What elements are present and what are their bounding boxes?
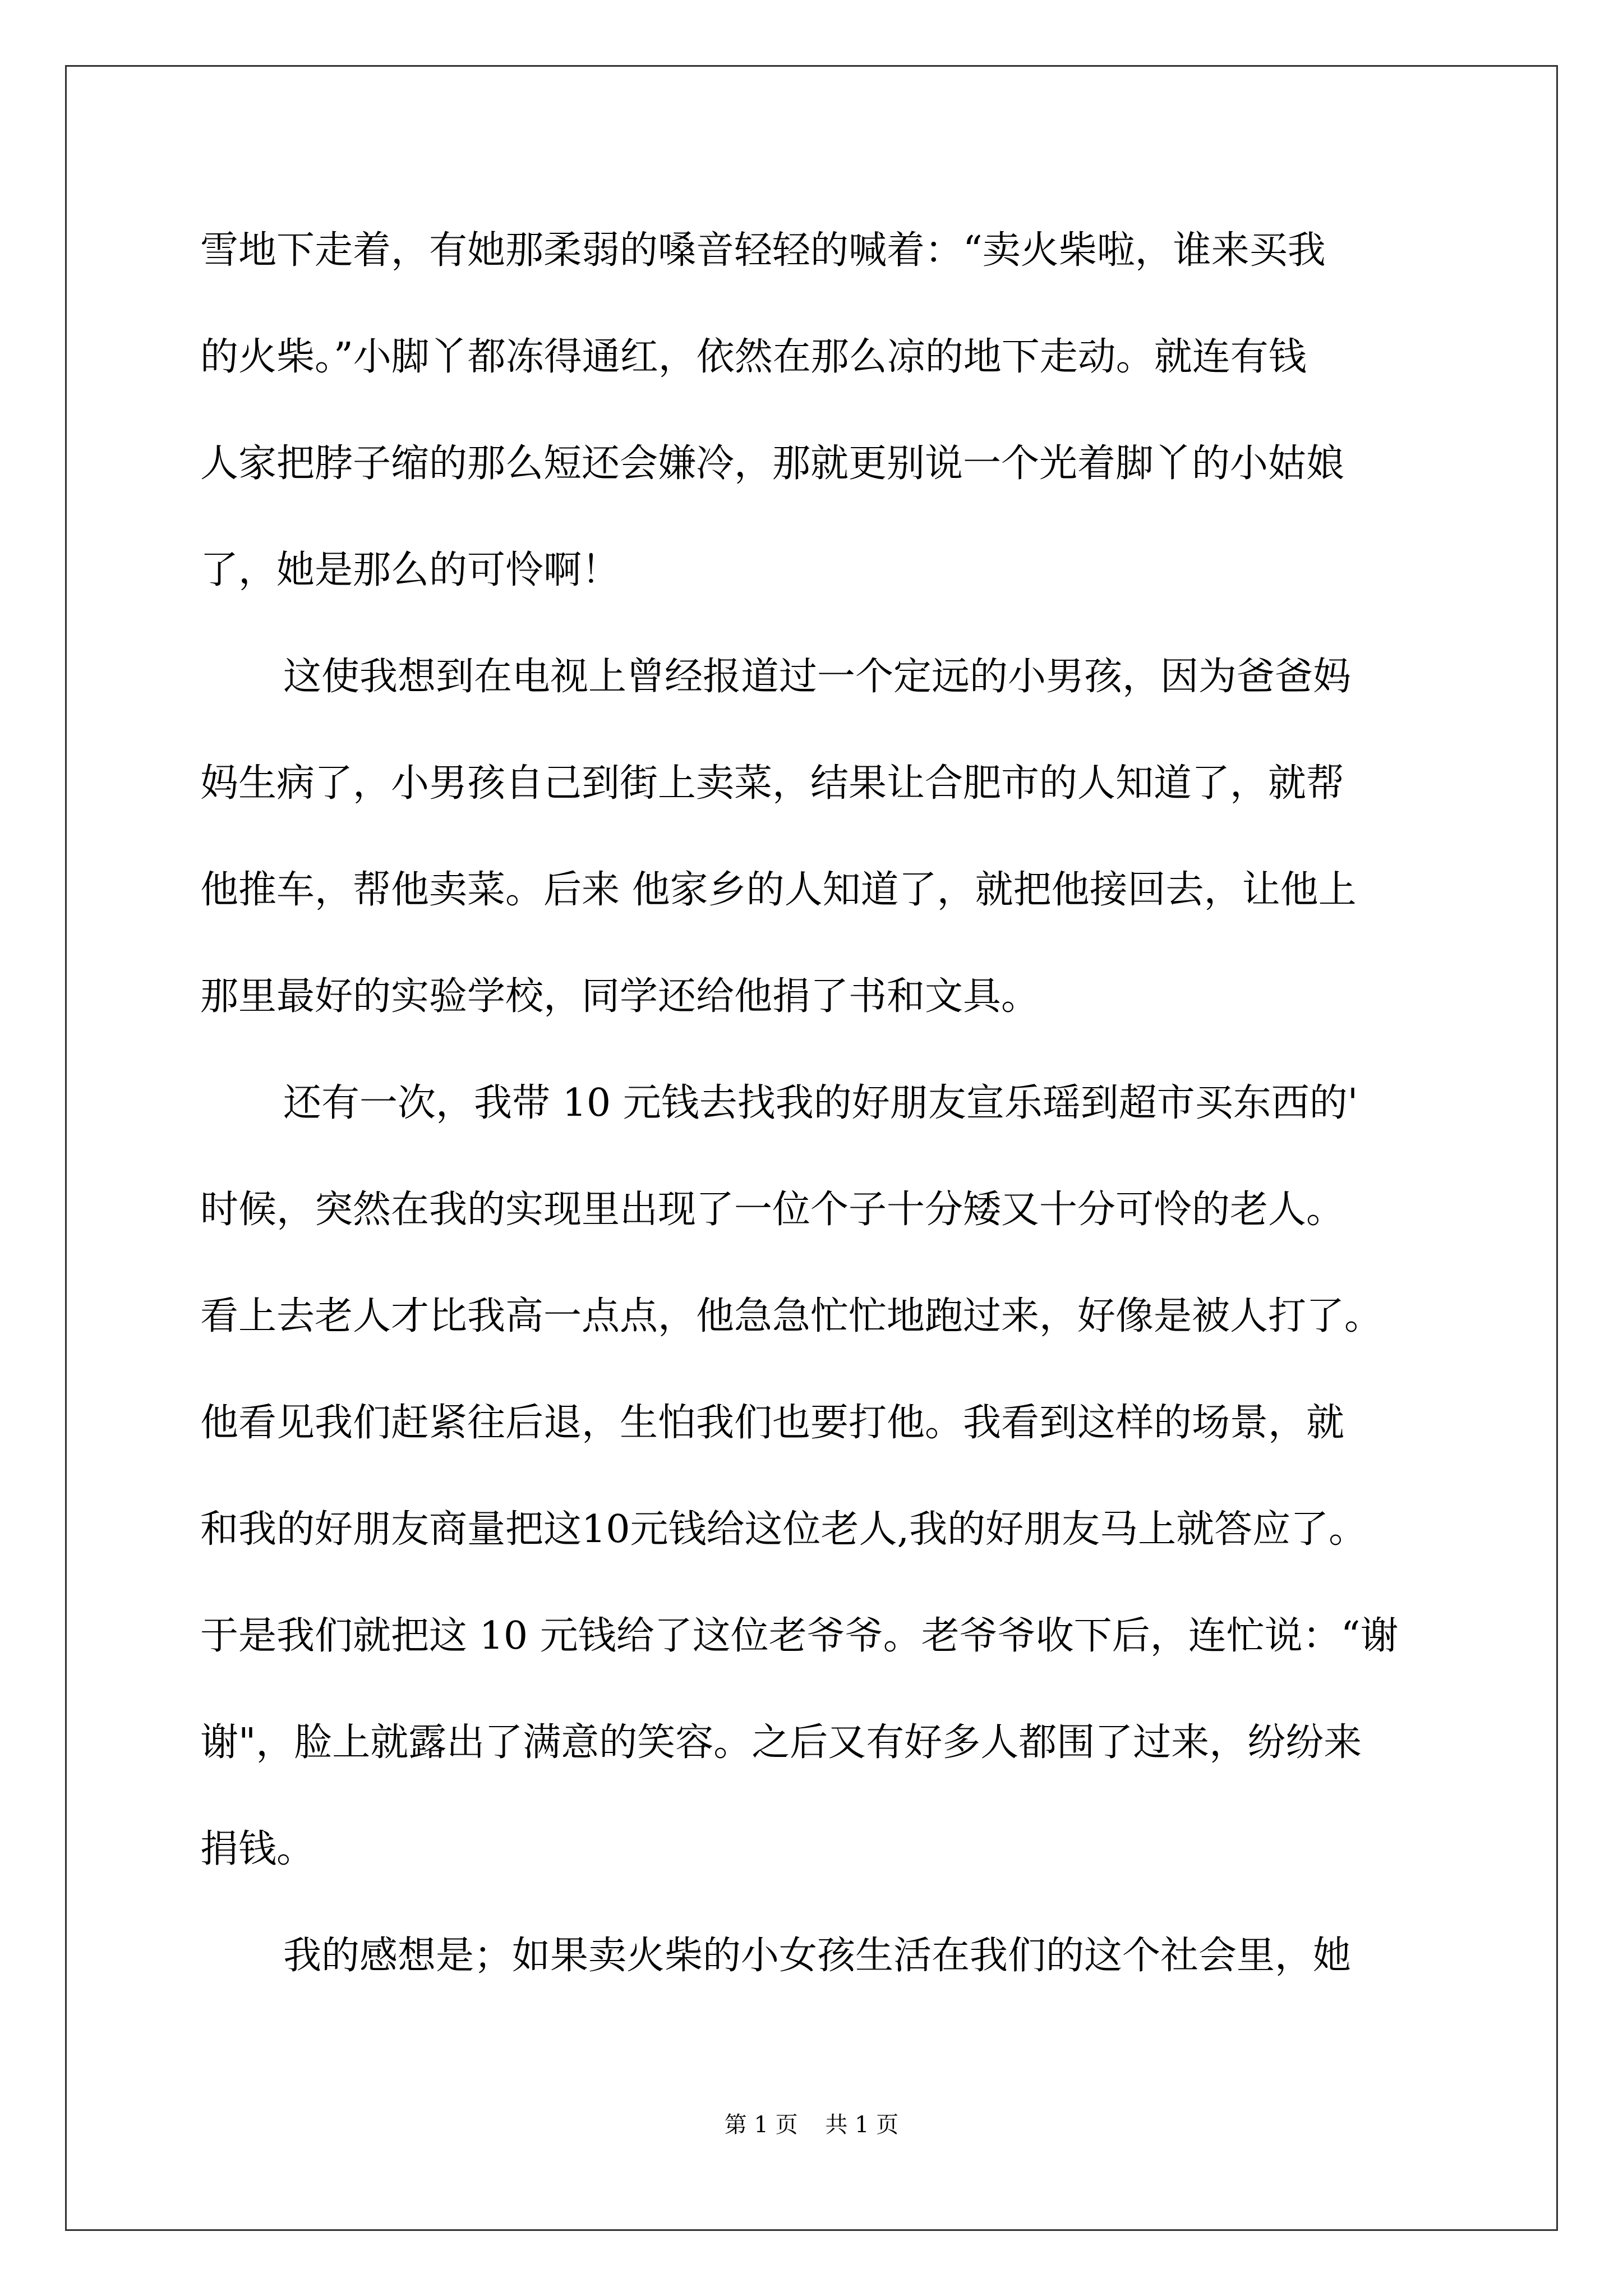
text-line: 妈生病了，小男孩自己到街上卖菜，结果让合肥市的人知道了，就帮 [200, 761, 1345, 806]
text-line: 这使我想到在电视上曾经报道过一个定远的小男孩，因为爸爸妈 [283, 655, 1352, 699]
text-line: 于是我们就把这 10 元钱给了这位老爷爷。老爷爷收下后，连忙说：“谢 [200, 1614, 1399, 1658]
text-line: 时候，突然在我的实现里出现了一位个子十分矮又十分可怜的老人。 [200, 1188, 1345, 1232]
text-line: 捐钱。 [200, 1827, 315, 1871]
text-line: 雪地下走着，有她那柔弱的嗓音轻轻的喊着：“卖火柴啦，谁来买我 [200, 228, 1326, 273]
text-line: 了，她是那么的可怜啊！ [200, 548, 620, 592]
document-body [200, 216, 1434, 2028]
text-line: 人家把脖子缩的那么短还会嫌冷，那就更别说一个光着脚丫的小姑娘 [200, 441, 1345, 486]
text-line: 那里最好的实验学校，同学还给他捐了书和文具。 [200, 974, 1040, 1019]
text-line: 的火柴。”小脚丫都冻得通红，依然在那么凉的地下走动。就连有钱 [200, 335, 1307, 379]
text-line: 看上去老人才比我高一点点，他急急忙忙地跑过来，好像是被人打了。 [200, 1294, 1383, 1338]
page-footer [0, 2109, 1623, 2141]
text-line: 还有一次，我带 10 元钱去找我的好朋友宣乐瑶到超市买东西的' [283, 1081, 1358, 1125]
page-number-total: 共 1 页 [825, 2112, 899, 2138]
page-number-current: 第 1 页 [724, 2112, 798, 2138]
text-line: 我的感想是；如果卖火柴的小女孩生活在我们的这个社会里，她 [283, 1934, 1352, 1978]
text-line: 谢"，脸上就露出了满意的笑容。之后又有好多人都围了过来，纷纷来 [200, 1720, 1362, 1765]
text-line: 和我的好朋友商量把这10元钱给这位老人,我的好朋友马上就答应了。 [200, 1507, 1367, 1552]
text-line: 他推车，帮他卖菜。后来 他家乡的人知道了，就把他接回去，让他上 [200, 868, 1357, 912]
text-line: 他看见我们赶紧往后退，生怕我们也要打他。我看到这样的场景，就 [200, 1401, 1345, 1445]
